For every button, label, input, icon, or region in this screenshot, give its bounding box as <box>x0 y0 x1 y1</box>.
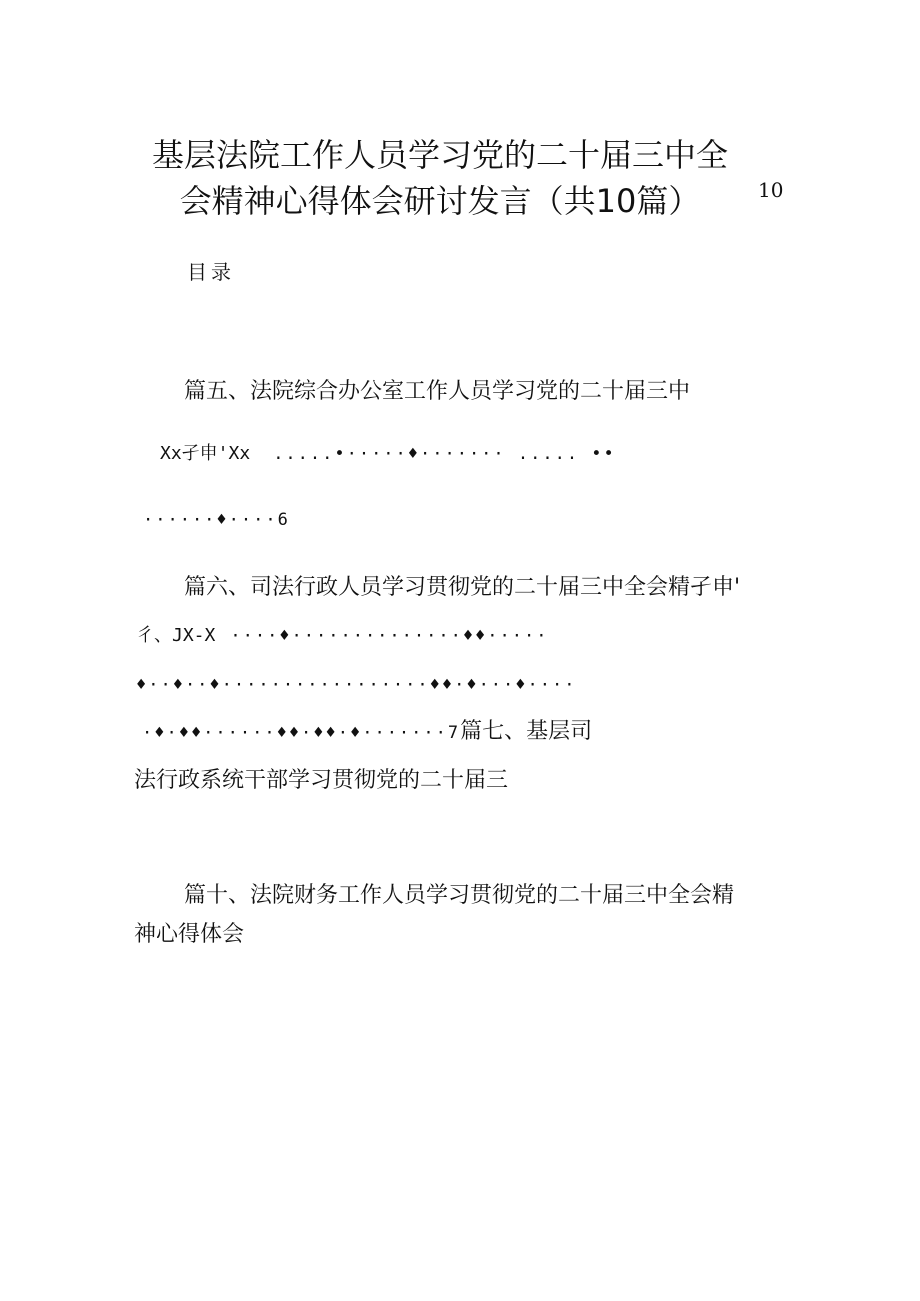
toc-entry-5-leader-dots-page: ······♦····6 <box>143 510 290 530</box>
toc-entry-6-leader-dots-3: ·♦·♦♦······♦♦·♦♦·♦·······7 <box>142 723 461 743</box>
toc-entry-5-cont-text: Xx孑申'Xx <box>160 443 251 464</box>
toc-entry-7-continuation: 法行政系统干部学习贯彻党的二十届三 <box>134 768 509 793</box>
page-number: 10 <box>758 178 784 202</box>
toc-heading: 目录 <box>187 260 235 284</box>
toc-entry-5-leader-dots: .....•·····♦······· ..... •• <box>273 444 616 464</box>
toc-entry-6-leader-line-3 <box>142 718 592 747</box>
title-line-1: 基层法院工作人员学习党的二十届三中全 <box>151 136 728 174</box>
document-title <box>130 132 750 224</box>
toc-entry-10-continuation: 神心得体会 <box>134 922 245 947</box>
toc-entry-6-title: 篇六、司法行政人员学习贯彻党的二十届三中全会精孑申' <box>184 575 741 600</box>
toc-entry-6-cont-text: 彳、JX-X <box>136 625 216 646</box>
toc-entry-6-leader-dots: ····♦··············♦♦····· <box>230 626 549 646</box>
toc-entry-6-continuation <box>136 621 548 650</box>
toc-entry-6-leader-dots-2: ♦··♦··♦·················♦♦·♦···♦···· <box>136 675 577 695</box>
title-line-2: 会精神心得体会研讨发言（共10篇） <box>179 182 701 220</box>
toc-entry-7-start: 篇七、基层司 <box>460 719 593 744</box>
toc-entry-5-title: 篇五、法院综合办公室工作人员学习党的二十届三中 <box>184 379 691 404</box>
toc-entry-5-continuation <box>160 439 616 468</box>
toc-entry-10-title: 篇十、法院财务工作人员学习贯彻党的二十届三中全会精 <box>184 883 735 908</box>
